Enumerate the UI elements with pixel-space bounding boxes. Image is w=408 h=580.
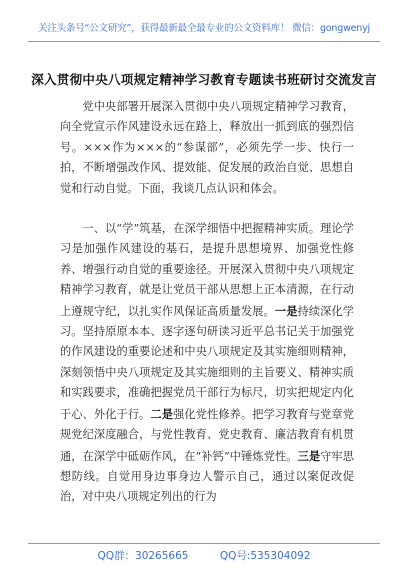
- footer-qq-group: QQ群：30265665: [97, 550, 189, 562]
- paragraph-text: 强化党性修养。把学习教育与党章党规党纪深度融合，与党性教育、党史教育、廉洁教育有机贯通，在深学中砥砺作风，在“补钙”中锤炼党性。: [60, 407, 354, 463]
- paragraph-text: 党中央部署开展深入贯彻中央八项规定精神学习教育，向全党宣示作风建设永远在路上，释放出一抓到底的强烈信号。×××作为×××的“参谋部”，必须先学一步、快行一拍，不断增强改作风、提效能、促发展的政治自觉、思想自觉和行动自觉。下面，我谈几点认识和体会。: [60, 100, 354, 195]
- paragraph-text: 持续深化学习。坚持原原本本、逐字逐句研读习近平总书记关于加强党的作风建设的重要论述和中央八项规定及其实施细则精神，深刻领悟中央八项规定及其实施细则的主旨要义、精神实质和实践要求，准确把握党员干部行为标尺，切实把规定内化于心、外化于行。: [60, 304, 354, 421]
- paragraph: [60, 97, 354, 199]
- emphasis-text: 二是: [150, 406, 174, 421]
- document-body: [60, 97, 354, 508]
- paragraph-text: 一、以“学”筑基，在深学细悟中把握精神实质。理论学习是加强作风建设的基石，是提升思想境界、加强党性修养、增强行动自觉的重要途径。开展深入贯彻中央八项规定精神学习教育，就是让党员干部从思想上正本清源，在行动上遵规守纪，以扎实作风保证高质量发展。: [60, 222, 354, 318]
- footer-divider: [28, 543, 380, 544]
- paragraph-text: 守牢思想防线。自觉用身边事身边人警示自己，通过以案促改促治，对中央八项规定列出的行为: [60, 449, 354, 504]
- paragraph: [60, 219, 354, 508]
- emphasis-text: 三是: [297, 448, 321, 463]
- header-divider: [28, 41, 380, 42]
- emphasis-text: 一是: [274, 303, 298, 318]
- document-title: 深入贯彻中央八项规定精神学习教育专题读书班研讨交流发言: [31, 72, 377, 87]
- footer: [0, 548, 408, 563]
- header-note: 关注头条号“公文研究”，获得最新最全最专业的公文资料库！ 微信：gongwenyj: [38, 23, 370, 34]
- footer-qq-number: QQ号:535304092: [219, 550, 311, 562]
